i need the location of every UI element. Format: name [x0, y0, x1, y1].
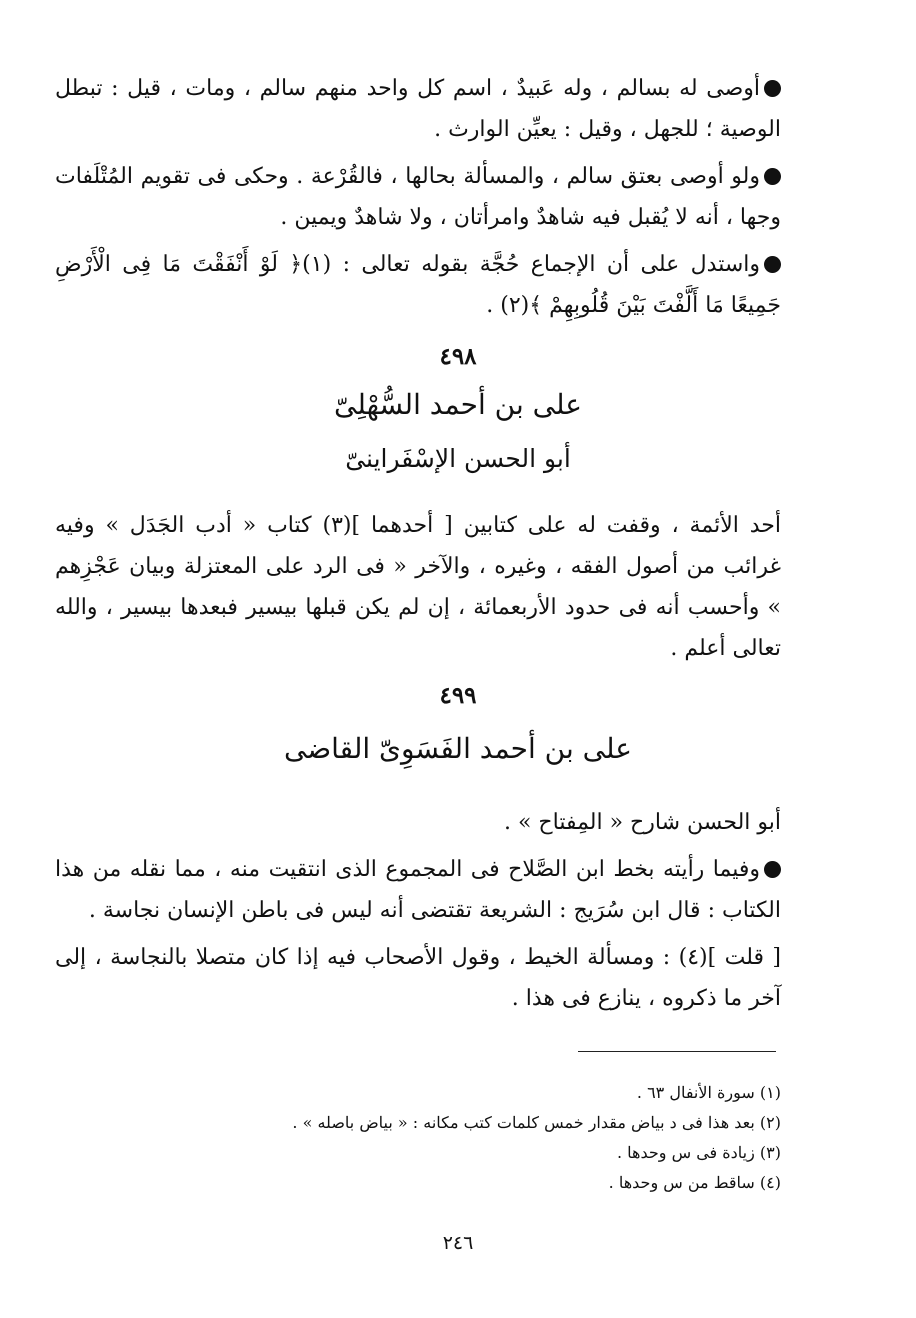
entry-title-499: على بن أحمد الفَسَوِىّ القاضى [284, 732, 632, 765]
entry-number-498: ٤٩٨ [439, 343, 477, 370]
entry-title-498: على بن أحمد السُّهْلِىّ [334, 388, 582, 421]
top-section [55, 68, 781, 326]
paragraph-text: أوصى له بسالم ، وله عَبيدٌ ، اسم كل واحد منهم سالم ، ومات ، قيل : تبطل الوصية ؛ للجهل ، وقيل : يعيِّن الوارث . [55, 76, 781, 142]
entry-kunya-498: أبو الحسن الإسْفَراينىّ [345, 444, 571, 473]
paragraph-qultu: [ قلت ](٤) : ومسألة الخيط ، وقول الأصحاب فيه إذا كان متصلا بالنجاسة ، إلى آخر ما ذكروه ، ينازع فى هذا . [55, 945, 781, 1011]
paragraph-bequest-salim [55, 68, 781, 150]
footnotes [55, 1078, 781, 1198]
paragraph-ibn-salah [55, 849, 781, 931]
entry-499-body [55, 802, 781, 1019]
page-number: ٢٤٦ [442, 1232, 474, 1254]
footnote-2: (٢) بعد هذا فى د بياض مقدار خمس كلمات كتب مكانه : « بياض باصله » . [292, 1113, 781, 1132]
bullet-icon [764, 861, 781, 878]
footnote-1: (١) سورة الأنفال ٦٣ . [636, 1083, 781, 1102]
paragraph-entry-498: أحد الأئمة ، وقفت له على كتابين [ أحدهما ](٣) كتاب « أدب الجَدَل » وفيه غرائب من أصول الفقه ، وغيره ، والآخر « فى الرد على المعتزلة وبيان عَجْزِهم » وأحسب أنه فى حدود الأربعمائة ، إن لم يكن قبلها بيسير فبعدها بيسير ، والله تعالى أعلم . [55, 513, 781, 661]
paragraph-text: وفيما رأيته بخط ابن الصَّلاح فى المجموع الذى انتقيت منه ، مما نقله من هذا الكتاب : قال ابن سُرَيج : الشريعة تقتضى أنه ليس فى باطن الإنسان نجاسة . [55, 857, 781, 923]
bullet-icon [764, 256, 781, 273]
footnote-separator [578, 1051, 776, 1052]
paragraph-kunya-499: أبو الحسن شارح « المِفتاح » . [503, 810, 781, 835]
bullet-icon [764, 80, 781, 97]
entry-number-499: ٤٩٩ [439, 682, 477, 709]
bullet-icon [764, 168, 781, 185]
paragraph-emancipation [55, 156, 781, 238]
footnote-3: (٣) زيادة فى س وحدها . [616, 1143, 781, 1162]
paragraph-text: ولو أوصى بعتق سالم ، والمسألة بحالها ، فالقُرْعة . وحكى فى تقويم المُتْلَفات وجها ، أنه لا يُقبل فيه شاهدٌ وامرأتان ، ولا شاهدٌ ويمين . [55, 164, 781, 230]
entry-498-body [55, 505, 781, 669]
paragraph-ijma [55, 244, 781, 326]
paragraph-text: واستدل على أن الإجماع حُجَّة بقوله تعالى : (١)﴿ لَوْ أَنْفَقْتَ مَا فِى الْأَرْضِ جَمِيعًا مَا أَلَّفْتَ بَيْنَ قُلُوبِهِمْ ﴾(٢) . [55, 252, 781, 318]
footnote-4: (٤) ساقط من س وحدها . [608, 1173, 781, 1192]
